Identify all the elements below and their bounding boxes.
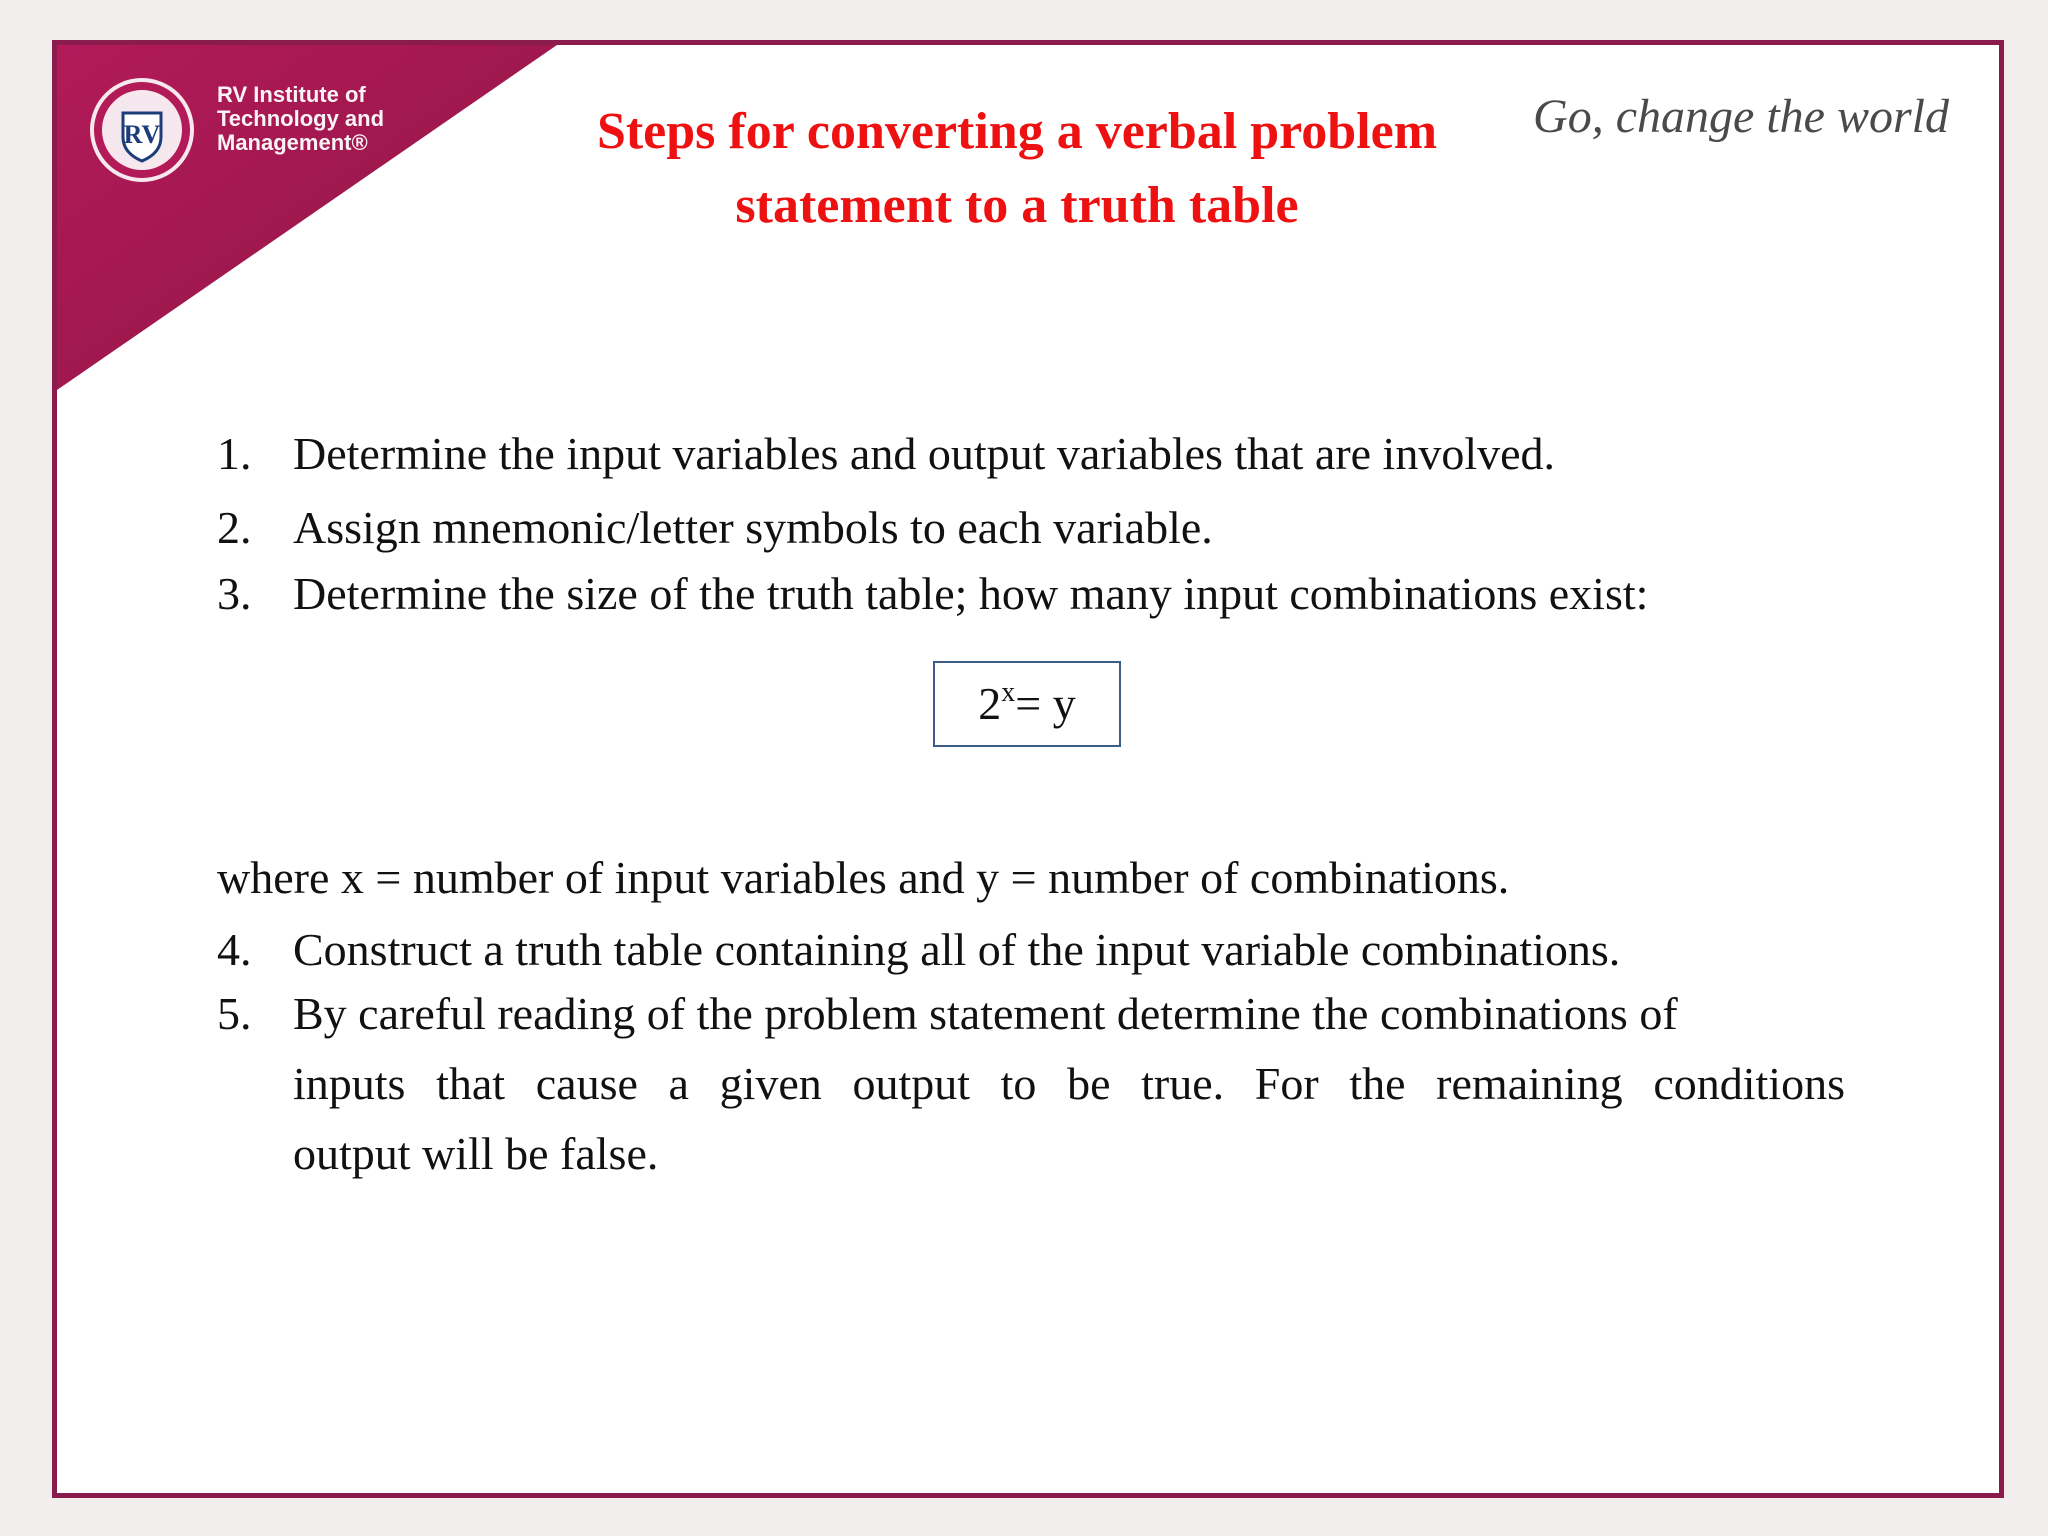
formula-box [933,661,1121,747]
word: cause [535,1058,638,1109]
list-item [217,567,1648,620]
institute-name-line1: RV Institute of [217,82,366,107]
word: true. [1141,1058,1225,1109]
word: the [1349,1058,1406,1109]
institute-name-line2: Technology and [217,106,385,131]
slide-title-line2: statement to a truth table [735,177,1299,234]
list-item-line [217,979,1857,1049]
list-item-number: 4. [217,924,252,975]
list-item [217,427,1555,480]
institute-logo-icon [87,75,197,185]
slide-title-line1: Steps for converting a verbal problem [596,103,1438,160]
institute-name [217,83,384,155]
word: For [1254,1058,1319,1109]
institute-name-line3: Management® [217,130,368,155]
formula-exponent: x [1001,677,1016,708]
word: a [668,1058,689,1109]
word: given [719,1058,822,1109]
list-item-text: Determine the size of the truth table; how many input combinations exist: [293,568,1649,619]
tagline: Go, change the world [1533,90,1949,143]
slide-title [517,95,1517,243]
list-item [217,979,1857,1189]
list-item-text: By careful reading of the problem statement determine the combinations of [293,988,1678,1039]
formula-rest: = y [1015,678,1076,729]
list-item [217,501,1213,554]
svg-text:RV: RV [123,120,161,149]
formula-explanation: where x = number of input variables and y = number of combinations. [217,852,1510,903]
word: inputs [293,1058,406,1109]
list-item [217,923,1620,976]
list-item-number: 5. [217,988,252,1039]
list-item-line [217,1049,1857,1119]
word: that [436,1058,506,1109]
list-item-number: 3. [217,568,252,619]
list-item-number: 1. [217,428,252,479]
word: conditions [1653,1058,1845,1109]
formula-base: 2 [978,678,1002,729]
list-item-number: 2. [217,502,252,553]
list-item-line: output will be false. [293,1128,659,1179]
word: be [1067,1058,1111,1109]
list-item-text [293,1049,1845,1119]
word: remaining [1436,1058,1623,1109]
list-item-text: Assign mnemonic/letter symbols to each variable. [293,502,1213,553]
word: to [1000,1058,1037,1109]
slide [52,40,2004,1498]
list-item-text: Determine the input variables and output variables that are involved. [293,428,1556,479]
word: output [852,1058,970,1109]
list-item-text: Construct a truth table containing all of the input variable combinations. [293,924,1621,975]
